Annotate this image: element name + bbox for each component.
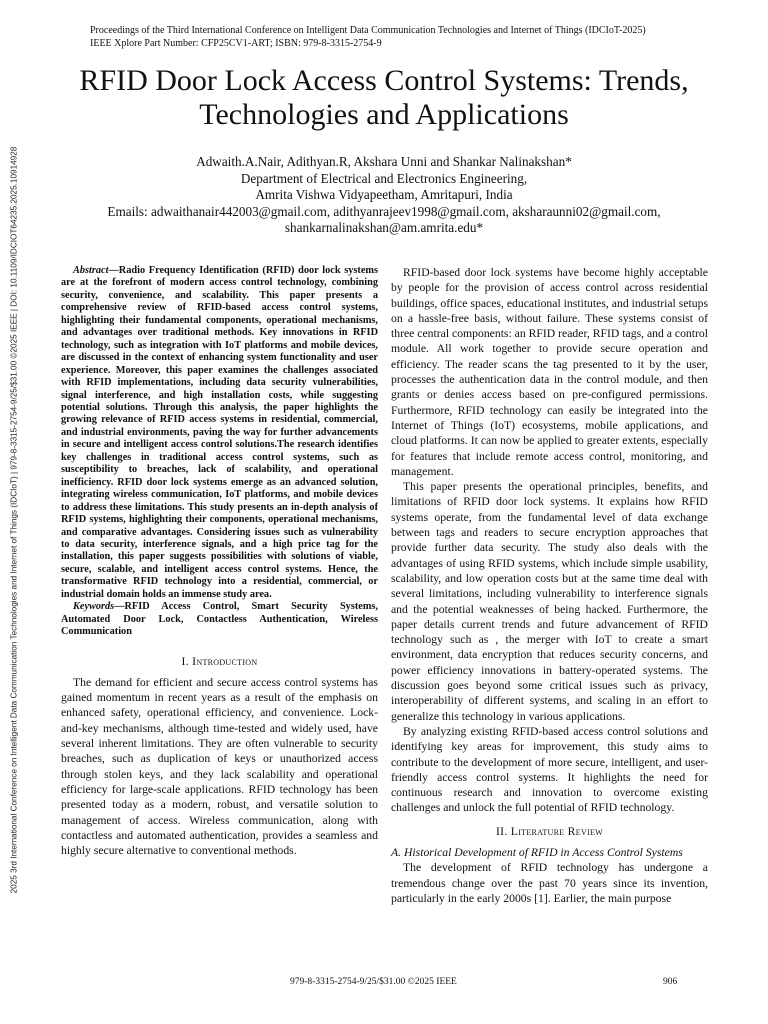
proceedings-line-2: IEEE Xplore Part Number: CFP25CV1-ART; ISBN: 979-8-3315-2754-9	[90, 38, 382, 49]
author-names: Adwaith.A.Nair, Adithyan.R, Akshara Unni and Shankar Nalinakshan*	[196, 154, 572, 169]
abstract-text: —Radio Frequency Identification (RFID) door lock systems are at the forefront of modern access control technology, combining security, convenience, and scalability. This paper presents a comprehensive review of RFID-based access control systems, highlighting their fundamental components, operational mechanisms, and advantages over traditional methods. Key innovations in RFID technology, such as integration with IoT platforms and mobile devices, are discussed in the context of enhancing system functionality and user experience. Moreover, this paper examines the challenges associated with RFID implementations, including data security vulnerabilities, signal interference, and high installation costs, while suggesting potential solutions. Through this analysis, the paper highlights the growing relevance of RFID access systems in residential, commercial, and industrial environments, paving the way for further advancements in secure and intelligent access control solutions.The research identifies key challenges in traditional access control systems, such as susceptibility to breaches, lack of scalability, and operational inefficiency. RFID door lock systems emerge as an advanced solution, integrating wireless communication, IoT platforms, and mobile devices to address these limitations. This study presents an in-depth analysis of RFID systems, highlighting their components, operational mechanisms, and comparative advantages. Considering issues such as vulnerability to data security, interference signals, and a high price tag for the installation, this paper suggests possibilities with solutions of viable, secure, scalable, and intelligent access control systems. Hence, the transformative RFID technology into a residential, commercial, or industrial domain holds an immense study area.	[61, 265, 378, 600]
abstract	[61, 265, 378, 601]
sidebar-citation-text: 2025 3rd International Conference on Intelligent Data Communication Technologies and Internet of Things (IDCIoT) | 979-8-3315-2754-9/25/$31.00 ©2025 IEEE | DOI: 10.1109/IDCIOT64235.2025.10914928	[9, 146, 19, 894]
keywords-text: —RFID Access Control, Smart Security Systems, Automated Door Lock, Contactless Authentication, Wireless Communication	[61, 601, 378, 638]
doi-sidebar	[8, 80, 20, 960]
right-paragraph-3: By analyzing existing RFID-based access control solutions and identifying key areas for improvement, this study aims to contribute to the development of more secure, intelligent, and user-friendly access control systems. It highlights the need for continuous research and innovation to overcome existing challenges and unlock the full potential of RFID technology.	[391, 724, 708, 815]
right-column	[391, 265, 708, 906]
proceedings-line-1: Proceedings of the Third International Conference on Intelligent Data Communication Technologies and Internet of Things (IDCIoT-2025)	[90, 25, 646, 36]
footer-copyright: 979-8-3315-2754-9/25/$31.00 ©2025 IEEE	[290, 977, 457, 987]
right-paragraph-1: RFID-based door lock systems have become highly acceptable by people for the provision of access control across residential buildings, office spaces, educational institutes, and industrial setups on a hassle-free basis, without failure. These systems consist of three central components: an RFID reader, RFID tags, and a control module. All work together to provide secure operation and efficiency. The reader scans the tag presented to it by the user, processes the authentication data in the control module, and then grants or denies access based on pre-configured permissions. Furthermore, RFID technology can easily be integrated into the Internet of Things (IoT) ecosystems, mobile applications, and cloud platforms. It can now be applied to greater extents, especially for features that include remote access control, monitoring, and management.	[391, 266, 708, 478]
author-university: Amrita Vishwa Vidyapeetham, Amritapuri, India	[255, 187, 513, 202]
paper-title	[40, 64, 728, 132]
title-line-1: RFID Door Lock Access Control Systems: Trends,	[79, 64, 689, 97]
right-paragraph-4: The development of RFID technology has undergone a tremendous change over the past 70 years since its invention, particularly in the early 2000s [1]. Earlier, the main purpose	[391, 861, 708, 905]
page-number: 906	[663, 977, 678, 987]
left-column	[61, 265, 378, 858]
abstract-label: Abstract	[73, 265, 109, 276]
keywords	[61, 601, 378, 638]
author-emails-1: Emails: adwaithanair442003@gmail.com, adithyanrajeev1998@gmail.com, aksharaunni02@gmail.com,	[107, 203, 661, 219]
author-block	[40, 154, 728, 237]
proceedings-header	[90, 24, 646, 50]
author-department: Department of Electrical and Electronics Engineering,	[240, 170, 528, 186]
right-paragraph-2: This paper presents the operational principles, benefits, and limitations of RFID door lock systems. It explains how RFID systems operate, from the fundamental level of data exchange between tags and readers to secure encryption approaches that provide further data security. The study also deals with the advantages of using RFID systems, which include simple usability, scalability, and low operation costs but at the same time deal with several limitations, including vulnerability to interference signals and the potential weaknesses of being hacked. Furthermore, the paper details current trends and future advancement of RFID technology such as , the merger with IoT to create a smart environment, data encryption that reduces security concerns, and power efficiency innovations in battery-operated systems. The discussion goes beyond some critical issues such as privacy, interoperability of different systems, and scaling in an effort to generalize this technology in various applications.	[391, 480, 708, 723]
keywords-label: Keywords	[73, 601, 115, 613]
author-emails-2: shankarnalinakshan@am.amrita.edu*	[284, 220, 484, 235]
subsection-heading-a: A. Historical Development of RFID in Access Control Systems	[391, 845, 683, 859]
section-heading-introduction: I. Introduction	[181, 654, 258, 668]
section-heading-literature-review: II. Literature Review	[495, 824, 604, 838]
intro-paragraph-1: The demand for efficient and secure access control systems has gained momentum in recent years as a result of the emphasis on enhanced safety, operational efficiency, and convenience. Lock-and-key mechanisms, although time-tested and widely used, have several inherent limitations. They are often vulnerable to security breaches, such as duplication of keys or unauthorized access through stolen keys, and they lack scalability and operational efficiency for large-scale applications. RFID technology has been presented today as a modern, robust, and versatile solution to management of access. Wireless communication, along with contactless and automated authentication, provides a seamless and highly secure alternative to conventional methods.	[61, 675, 378, 858]
title-line-2: Technologies and Applications	[199, 98, 569, 131]
